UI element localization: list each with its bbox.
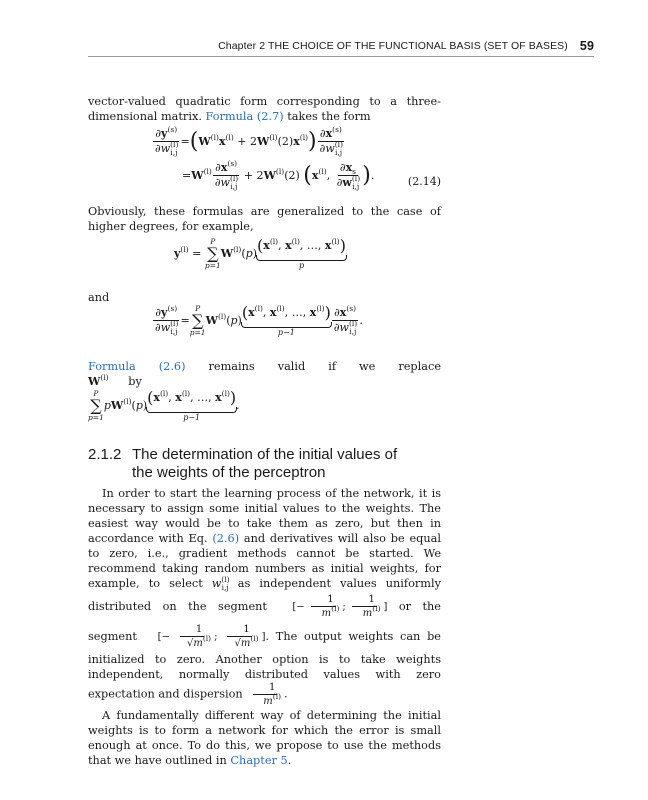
equation-2-14-line2: $=W^{(l)}$ $\frac{\partial x^{(s)}}{\partial w^{(l)}_{i,j}}$ + $2W^{(l)}(2)$ ($x^{(l)}$, $\frac{\partial x_s}{\partial w^{(l)}_{i,j}}$ ). (2.14): [182, 159, 441, 191]
paragraph-5: A fundamentally different way of determining the initial weights is to form a network for which the error is small enough at once. To do this, we propose to use the methods that we have outlined in Chapter 5.: [88, 709, 441, 767]
section-number: 2.1.2: [88, 446, 122, 463]
chapter-title: Chapter 2 THE CHOICE OF THE FUNCTIONAL BASIS (SET OF BASES): [218, 40, 568, 52]
page-number: 59: [579, 39, 594, 53]
section-title: The determination of the initial values of the weights of the perceptron: [132, 446, 398, 481]
formula-link-a[interactable]: Formula: [88, 360, 136, 373]
chapter-5-link[interactable]: Chapter 5: [230, 754, 288, 767]
formula-2-6-link[interactable]: (2.6): [158, 360, 186, 373]
equation-replacement: P ∑ p=1 $pW^{(l)}(p)$ ($x^{(l)}$, $x^{(l)}$, …, $x^{(l)}$) p−1 .: [88, 388, 240, 422]
paragraph-3: Formula (2.6) remains valid if we replace $W^{(l)}$ by: [88, 360, 442, 388]
running-header: [88, 34, 594, 57]
equation-y-general: $y^{(l)}$ = P ∑ p=1 $W^{(l)}(p)$ ($x^{(l)}$, $x^{(l)}$, …, $x^{(l)}$) p: [174, 236, 346, 270]
page-body: [88, 94, 441, 768]
and-text: and: [88, 291, 110, 304]
equation-2-14-line1: $\frac{\partial y^{(s)}}{\partial w^{(l)}_{i,j}}$ $=(W^{(l)}x^{(l)} + 2W^{(l)}(2)x^{(l)})$ $\frac{\partial x^{(s)}}{\partial w^{(l)}_{i,j}}$: [155, 125, 344, 157]
equation-number: (2.14): [407, 175, 441, 188]
equation-derivative-general: $\frac{\partial y^{(s)}}{\partial w^{(l)}_{i,j}}$ = P ∑ p=1 $W^{(l)}(p)$ ($x^{(l)}$, $x^{(l)}$, …, $x^{(l)}$) p−1 $\frac{\partial x^{(s)}}{\partial w^{(l)}_{i,j}}$ .: [155, 303, 363, 337]
formula-link[interactable]: Formula (2.7): [205, 110, 284, 123]
eq-2-6-link[interactable]: (2.6): [212, 532, 240, 545]
paragraph-1: vector-valued quadratic form corresponding to a three-dimensional matrix. Formula (2.7) takes the form: [88, 95, 441, 123]
section-heading: [88, 446, 441, 482]
paragraph-2: Obviously, these formulas are generalized to the case of higher degrees, for example,: [88, 205, 441, 233]
paragraph-4: In order to start the learning process of the network, it is necessary to assign some initial values to the weights. The easiest way would be to take them as zero, but then in accordance with Eq. (2.6) and derivatives will also be equal to zero, i.e., gradient methods cannot be started. We recommend taking random numbers as initial weights, for example, to select $w^{(l)}_{i,j}$ as independent values uniformly distributed on the segment [− $\frac{1}{m^{(l)}}$ ; $\frac{1}{m^{(l)}}$ ] or the segment [− $\frac{1}{√m^{(l)}}$ ; $\frac{1}{√m^{(l)}}$ ]. The output weights can be initialized to zero. Another option is to take weights independent, normally distributed values with zero expectation and dispersion $\frac{1}{m^{(l)}}$ .: [88, 487, 442, 707]
